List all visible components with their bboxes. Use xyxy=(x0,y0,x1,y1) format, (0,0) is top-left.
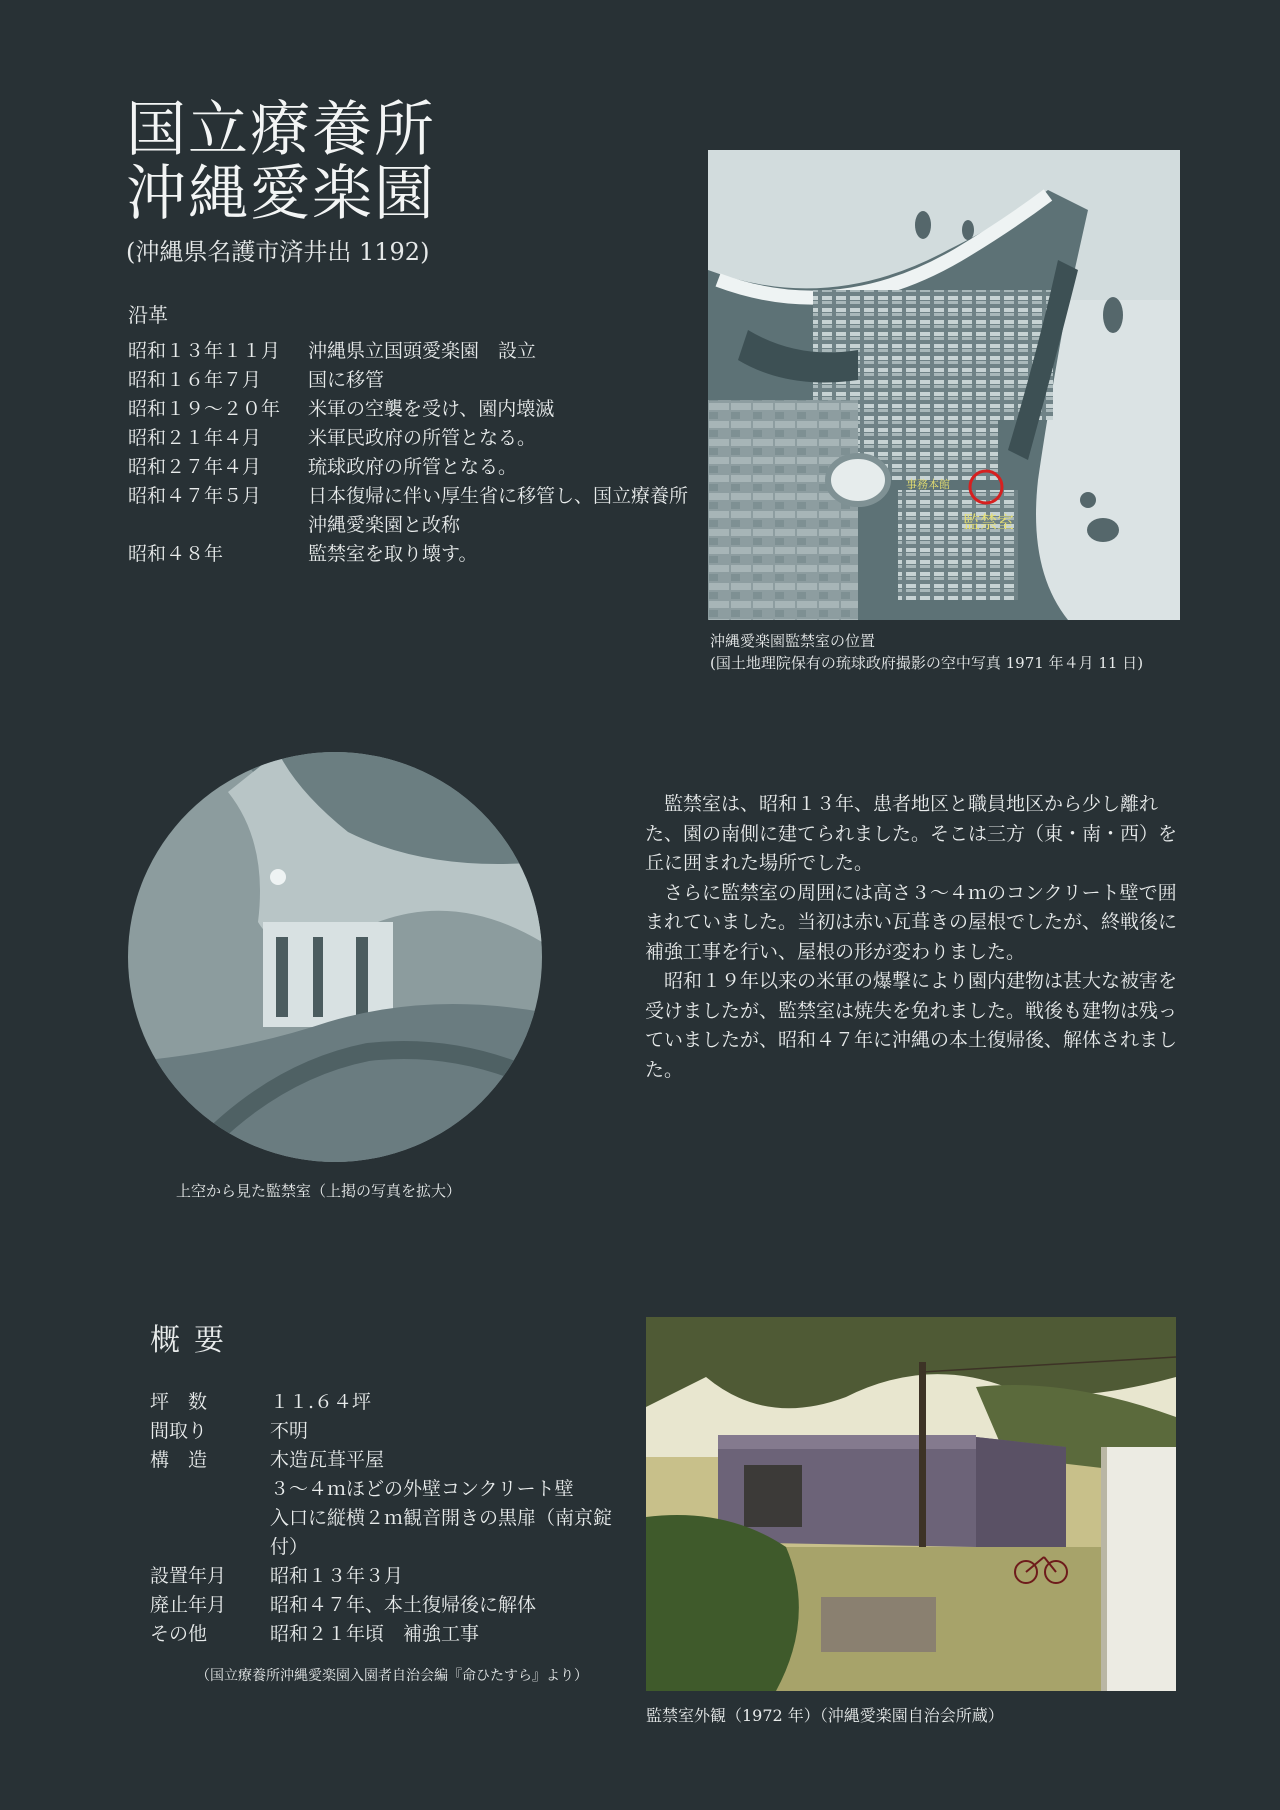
overview-source: （国立療養所沖縄愛楽園入園者自治会編『命ひたすら』より） xyxy=(196,1668,588,1684)
overview-value: 木造瓦葺平屋 xyxy=(270,1449,385,1471)
history-heading: 沿革 xyxy=(128,303,168,327)
history-row xyxy=(128,395,688,424)
history-row xyxy=(128,540,688,569)
overview-key xyxy=(150,1475,270,1504)
overview-row xyxy=(150,1562,630,1591)
overview-value: 入口に縦横２ｍ観音開きの黒扉（南京錠付） xyxy=(270,1507,613,1558)
exterior-photo xyxy=(646,1317,1176,1691)
aerial-caption-line-2: (国土地理院保有の琉球政府撮影の空中写真 1971 年４月 11 日) xyxy=(710,654,1144,672)
office-label: 事務本館 xyxy=(906,478,950,491)
history-event: 米軍の空襲を受け、園内壊滅 xyxy=(308,398,555,420)
history-row xyxy=(128,453,688,482)
overview-key: その他 xyxy=(150,1623,208,1645)
zoomed-photo xyxy=(128,752,542,1162)
history-era: 昭和４７年５月 xyxy=(128,485,262,507)
zoom-caption: 上空から見た監禁室（上掲の写真を拡大） xyxy=(176,1182,462,1200)
overview-key: 廃止年月 xyxy=(150,1594,227,1616)
overview-value: 不明 xyxy=(270,1420,309,1442)
title-line-2: 沖縄愛楽園 xyxy=(126,159,436,229)
overview-key: 間取り xyxy=(150,1420,208,1442)
history-event: 沖縄県立国頭愛楽園 設立 xyxy=(308,340,537,362)
title-line-1: 国立療養所 xyxy=(126,95,436,165)
history-event: 琉球政府の所管となる。 xyxy=(308,456,518,478)
overview-value: ３～４ｍほどの外壁コンクリート壁 xyxy=(270,1478,574,1500)
history-event: 日本復帰に伴い厚生省に移管し、国立療養所沖縄愛楽園と改称 xyxy=(308,485,689,536)
overview-key xyxy=(150,1504,270,1562)
exterior-caption: 監禁室外観（1972 年）（沖縄愛楽園自治会所蔵） xyxy=(646,1706,1004,1725)
address: (沖縄県名護市済井出 1192) xyxy=(126,238,430,266)
history-event: 国に移管 xyxy=(308,369,385,391)
history-row xyxy=(128,366,688,395)
overview-row xyxy=(150,1620,630,1649)
overview-row xyxy=(150,1388,630,1417)
overview-row xyxy=(150,1446,630,1475)
aerial-caption xyxy=(710,630,1143,674)
overview-row xyxy=(150,1417,630,1446)
overview-value: 昭和２１年頃 補強工事 xyxy=(270,1623,480,1645)
overview-value: 昭和４７年、本土復帰後に解体 xyxy=(270,1594,537,1616)
overview-list xyxy=(150,1388,630,1649)
history-era: 昭和１３年１１月 xyxy=(128,340,281,362)
history-list xyxy=(128,337,688,569)
history-event: 監禁室を取り壊す。 xyxy=(308,543,478,565)
history-era: 昭和１６年７月 xyxy=(128,369,262,391)
overview-row xyxy=(150,1475,630,1504)
overview-row xyxy=(150,1591,630,1620)
overview-heading: 概要 xyxy=(150,1323,238,1358)
description-paragraph-1: 監禁室は、昭和１３年、患者地区と職員地区から少し離れた、園の南側に建てられました。そこは三方（東・南・西）を丘に囲まれた場所でした。 xyxy=(645,793,1178,874)
history-row xyxy=(128,337,688,366)
overview-key: 坪 数 xyxy=(150,1391,208,1413)
description-paragraph-2: さらに監禁室の周囲には高さ３～４ｍのコンクリート壁で囲まれていました。当初は赤い瓦葺きの屋根でしたが、終戦後に補強工事を行い、屋根の形が変わりました。 xyxy=(645,881,1178,963)
overview-key: 構 造 xyxy=(150,1449,208,1471)
room-label: 監禁室 xyxy=(963,513,1014,533)
overview-value: 昭和１３年３月 xyxy=(270,1565,404,1587)
overview-row xyxy=(150,1504,630,1562)
history-era: 昭和１９～２０年 xyxy=(128,398,281,420)
history-event: 米軍民政府の所管となる。 xyxy=(308,427,537,449)
overview-key: 設置年月 xyxy=(150,1565,227,1587)
page-title xyxy=(126,95,436,229)
history-era: 昭和２７年４月 xyxy=(128,456,262,478)
aerial-photo xyxy=(708,150,1180,620)
description-paragraph-3: 昭和１９年以来の米軍の爆撃により園内建物は甚大な被害を受けましたが、監禁室は焼失を免れました。戦後も建物は残っていましたが、昭和４７年に沖縄の本土復帰後、解体されました。 xyxy=(645,970,1178,1081)
description-text xyxy=(645,790,1185,1085)
history-row xyxy=(128,482,688,540)
history-era: 昭和２１年４月 xyxy=(128,427,262,449)
history-row xyxy=(128,424,688,453)
aerial-caption-line-1: 沖縄愛楽園監禁室の位置 xyxy=(710,632,876,650)
overview-value: １１.６４坪 xyxy=(270,1391,372,1413)
history-era: 昭和４８年 xyxy=(128,543,224,565)
